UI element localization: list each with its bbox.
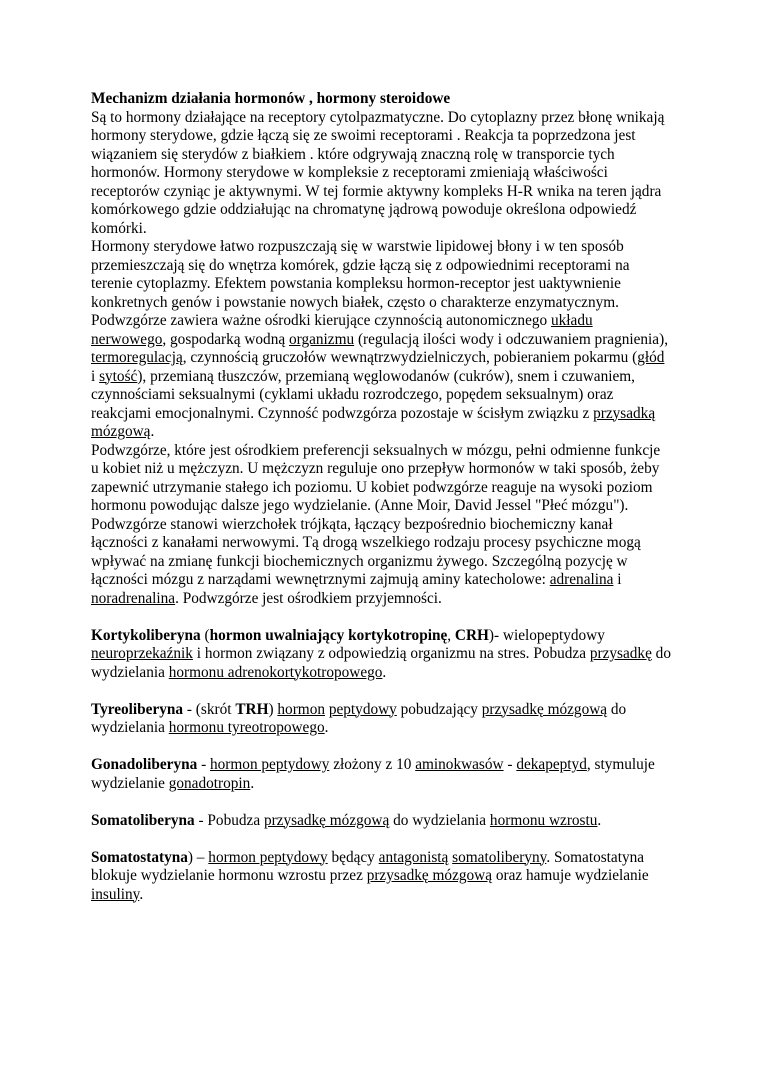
- paragraph: [91, 849, 671, 905]
- text-run: ,: [447, 626, 455, 644]
- underlined-text-run: hormon: [277, 700, 325, 718]
- text-run: .: [150, 423, 155, 440]
- text-run: ), przemianą tłuszczów, przemianą węglowodanów (cukrów), snem i czuwaniem, czynnościami seksualnymi (cyklami układu rozrodczego, popędem seksualnym) oraz reakcjami emocjonalnymi. Czynność podwzgórza pozostaje w ścisłym związku z: [91, 367, 635, 422]
- underlined-text-run: adrenalina: [549, 571, 614, 588]
- text-run: , czynnością gruczołów wewnątrzwydzielniczych, pobieraniem pokarmu (: [182, 349, 638, 366]
- underlined-text-run: neuroprzekaźnik: [91, 645, 193, 662]
- document-body: [91, 90, 671, 904]
- text-run: . Somatostatyna blokuje wydzielanie hormonu wzrostu przez: [91, 848, 645, 884]
- underlined-text-run: układu nerwowego: [91, 312, 593, 348]
- text-run: ): [268, 700, 278, 718]
- paragraph: [91, 238, 671, 312]
- underlined-text-run: przysadkę mózgową: [481, 700, 608, 718]
- text-run: do wydzielania: [91, 645, 671, 681]
- text-run: i: [91, 367, 100, 385]
- text-run: -: [197, 756, 210, 773]
- paragraph: [91, 701, 671, 738]
- text-run: - (skrót: [183, 700, 236, 718]
- underlined-text-run: somatoliberyny: [452, 848, 547, 866]
- underlined-text-run: termoregulacją: [91, 349, 183, 366]
- underlined-text-run: przysadką mózgową: [91, 404, 656, 440]
- text-run: Hormony sterydowe łatwo rozpuszczają się w warstwie lipidowej błony i w ten sposób przemieszczają się do wnętrza komórek, gdzie łączą się z odpowiednimi receptorami na terenie cytoplazmy. Efektem powstania kompleksu hormon-receptor jest uaktywnienie konkretnych genów i powstanie nowych białek, często o charakterze enzymatycznym.: [91, 238, 630, 311]
- underlined-text-run: sytość: [99, 367, 138, 385]
- paragraph: [91, 627, 671, 683]
- underlined-text-run: przysadkę: [589, 645, 652, 662]
- text-run: do wydzielania: [389, 811, 490, 829]
- bold-text-run: Tyreoliberyna: [91, 700, 184, 718]
- underlined-text-run: antagonistą: [378, 848, 449, 866]
- paragraph: [91, 756, 671, 793]
- paragraph: [91, 812, 671, 831]
- text-run: , gospodarką wodną: [162, 330, 289, 348]
- underlined-text-run: hormon peptydowy: [210, 756, 330, 773]
- text-run: . Podwzgórze jest ośrodkiem przyjemności.: [175, 589, 442, 607]
- text-run: do wydzielania: [91, 700, 627, 736]
- text-run: Podwzgórze, które jest ośrodkiem preferencji seksualnych w mózgu, pełni odmienne funkcje u kobiet niż u mężczyzn. U mężczyzn reguluje ono przepływ hormonów w taki sposób, żeby zapewnić utrzymanie stałego ich poziomu. U kobiet podwzgórze reaguje na wysoki poziom hormonu powodując dalsze jego wydzielanie. (Anne Moir, David Jessel "Płeć mózgu"). Podwzgórze stanowi wierzchołek trójkąta, łączący bezpośrednio biochemiczny kanał łączności z kanałami nerwowymi. Tą drogą wszelkiego rodzaju procesy psychiczne mogą wpływać na zmianę funkcji biochemicznych organizmu żywego. Szczególną pozycję w łączności mózgu z narządami wewnętrznymi zajmują aminy katecholowe:: [91, 441, 661, 588]
- text-run: Podwzgórze zawiera ważne ośrodki kierujące czynnością autonomicznego: [91, 312, 551, 329]
- text-run: złożony z 10: [329, 756, 416, 773]
- bold-text-run: Kortykoliberyna: [91, 626, 201, 644]
- bold-text-run: Somatoliberyna: [91, 811, 195, 829]
- bold-text-run: hormon uwalniający kortykotropinę: [209, 626, 448, 644]
- bold-text-run: CRH: [454, 626, 489, 644]
- underlined-text-run: dekapeptyd: [516, 756, 587, 773]
- text-run: )- wielopeptydowy: [488, 626, 605, 644]
- text-run: i hormon związany z odpowiedzią organizmu na stres. Pobudza: [192, 645, 590, 662]
- text-run: oraz hamuje wydzielanie: [492, 867, 649, 884]
- underlined-text-run: organizmu: [288, 330, 355, 348]
- text-run: .: [382, 663, 387, 681]
- underlined-text-run: hormon peptydowy: [208, 848, 328, 866]
- document-heading: [91, 90, 671, 109]
- text-run: pobudzający: [396, 700, 482, 718]
- underlined-text-run: przysadkę mózgową: [366, 867, 492, 884]
- underlined-text-run: głód: [637, 349, 665, 366]
- text-run: ) –: [187, 848, 209, 866]
- text-run: .: [324, 719, 329, 736]
- paragraph: [91, 442, 671, 609]
- underlined-text-run: przysadkę mózgową: [263, 811, 390, 829]
- text-run: będący: [327, 848, 379, 866]
- paragraph: [91, 109, 671, 239]
- paragraph: [91, 312, 671, 442]
- underlined-text-run: gonadotropin: [168, 774, 251, 792]
- bold-text-run: Gonadoliberyna: [91, 756, 198, 773]
- text-run: i: [613, 571, 622, 588]
- text-run: .: [139, 885, 144, 903]
- text-run: - Pobudza: [194, 811, 264, 829]
- bold-text-run: Mechanizm działania hormonów , hormony steroidowe: [91, 90, 451, 107]
- bold-text-run: TRH: [235, 700, 269, 718]
- underlined-text-run: hormonu tyreotropowego: [168, 719, 325, 736]
- underlined-text-run: peptydowy: [328, 700, 397, 718]
- text-run: .: [597, 811, 602, 829]
- text-run: (regulacją ilości wody i odczuwaniem pragnienia),: [354, 330, 669, 348]
- underlined-text-run: noradrenalina: [91, 589, 176, 607]
- text-run: Są to hormony działające na receptory cytolpazmatyczne. Do cytoplazny przez błonę wnikają hormony sterydowe, gdzie łączą się ze swoimi receptorami . Reakcja ta poprzedzona jest wiązaniem się sterydów z białkiem . które odgrywają znaczną rolę w transporcie tych hormonów. Hormony sterydowe w kompleksie z receptorami zmieniają właściwości receptorów czyniąc je aktywnymi. W tej formie aktywny kompleks H-R wnika na teren jądra komórkowego gdzie oddziałując na chromatynę jądrową powoduje określona odpowiedź komórki.: [91, 108, 665, 237]
- text-run: , stymuluje wydzielanie: [91, 756, 655, 792]
- underlined-text-run: hormonu wzrostu: [489, 811, 598, 829]
- text-run: .: [250, 774, 255, 792]
- underlined-text-run: aminokwasów: [415, 756, 504, 773]
- bold-text-run: Somatostatyna: [91, 848, 188, 866]
- underlined-text-run: insuliny: [91, 885, 140, 903]
- text-run: (: [200, 626, 210, 644]
- underlined-text-run: hormonu adrenokortykotropowego: [168, 663, 383, 681]
- text-run: -: [503, 756, 517, 773]
